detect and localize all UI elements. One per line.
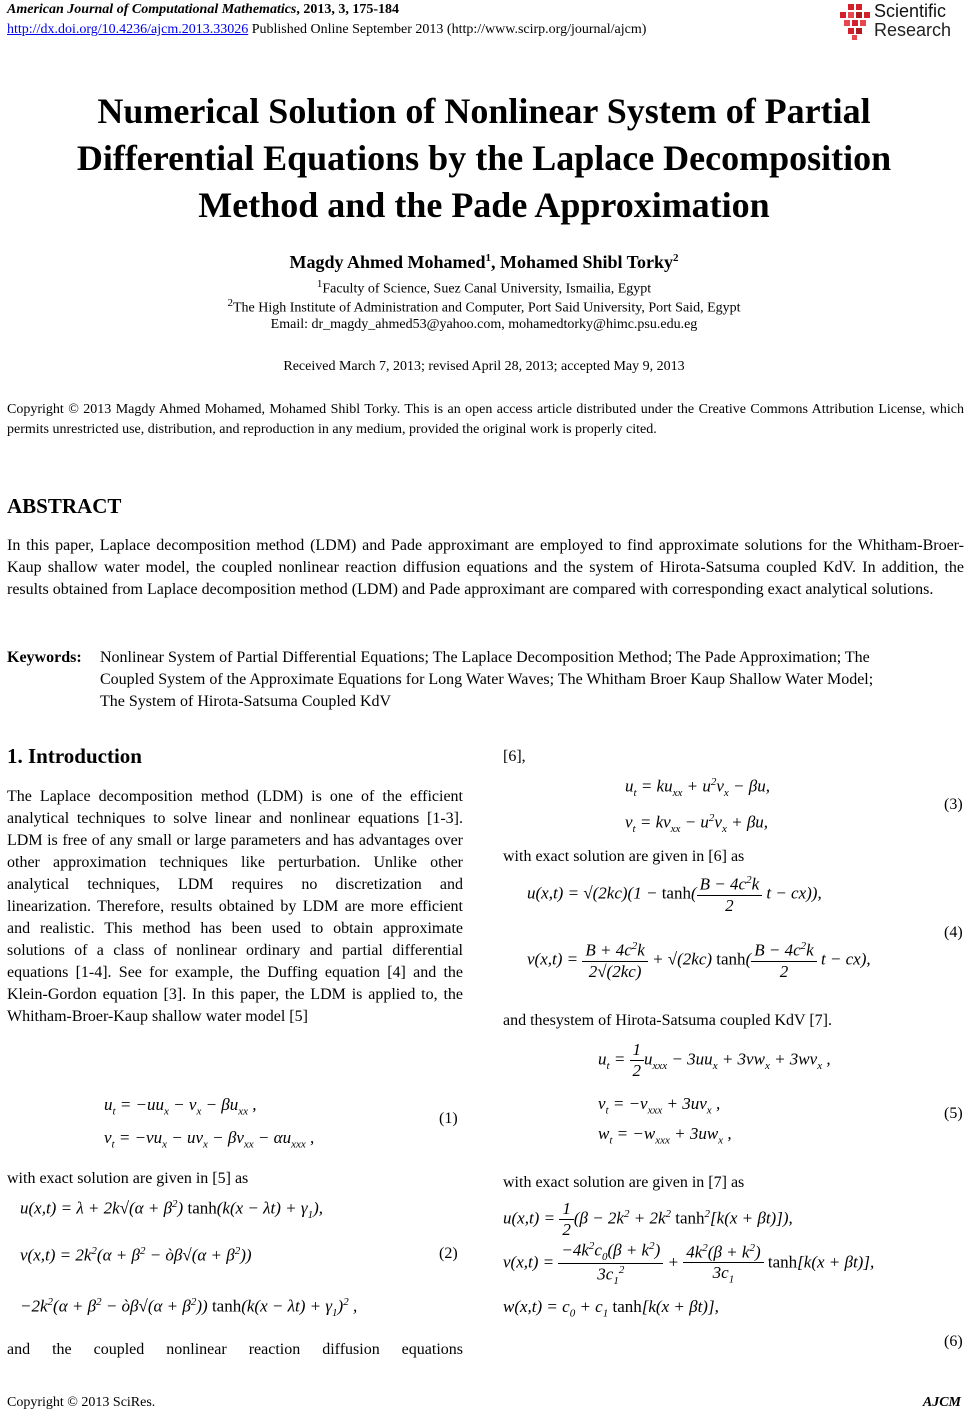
- text-exact-7: with exact solution are given in [7] as: [503, 1174, 745, 1191]
- received-dates: Received March 7, 2013; revised April 28, 2013; accepted May 9, 2013: [283, 359, 685, 374]
- authors: [0, 252, 968, 273]
- logo-line-1: Scientific: [874, 1, 947, 21]
- intro-paragraph: The Laplace decomposition method (LDM) is one of the efficient analytical techniques to solve linear and nonlinear equations [1-3]. LDM is free of any small or large parameters and has advantages over other approximation techniques like perturbation. Unlike other analytical techniques, LDM requires no discretization and linearization. Therefore, results obtained by LDM are more efficient and realistic. This method has been used to obtain approximate solutions of a class of nonlinear ordinary and partial differential equations [1-4]. See for example, the Duffing equation [4] and the Klein-Gordon equation [3]. In this paper, the LDM is applied to, the Whitham-Broer-Kaup shallow water model [5]: [7, 788, 463, 1025]
- copyright-notice: Copyright © 2013 Magdy Ahmed Mohamed, Mohamed Shibl Torky. This is an open access article distributed under the Creative Commons Attribution License, which permits unrestricted use, distribution, and reproduction in any medium, provided the original work is properly cited.: [7, 402, 964, 437]
- eq5-line2: $v_t = -v_{xxx} + 3uv_x$ ,: [598, 1094, 721, 1117]
- text-exact-6: with exact solution are given in [6] as: [503, 848, 745, 865]
- abstract-text: In this paper, Laplace decomposition method (LDM) and Pade approximant are employed to find approximate solutions for the Whitham-Broer-Kaup shallow water model, the coupled nonlinear reaction diffusion equations and the system of Hirota-Satsuma coupled KdV. In addition, the results obtained from Laplace decomposition method (LDM) and Pade approximant are compared with corresponding exact analytical solutions.: [7, 537, 964, 598]
- paper-title: Numerical Solution of Nonlinear System of Partial Differential Equations by the Laplace Decomposition Method and the Pade Approximation: [76, 91, 892, 225]
- eq3-line2: $v_t = kv_{xx} - u^2v_x + \beta u$,: [625, 812, 769, 836]
- footer-journal: AJCM: [922, 1395, 961, 1410]
- affiliation-1: $^1$Faculty of Science, Suez Canal University, Ismailia, Egypt: [316, 278, 652, 297]
- publisher-logo: [836, 2, 964, 46]
- eq6-line1: u(x,t) = $\frac{1}{2}$ ($\beta - 2k^2 + 2k^2$ $\tanh^2[k(x + \beta t)]$),: [503, 1199, 793, 1239]
- eq6-line3: $w(x,t) = c_0 + c_1$ tanh[k(x + βt)],: [503, 1297, 719, 1320]
- eq5-line1: $u_t$ = $\frac{1}{2}$ $u_{xxx} - 3uu_x + 3vw_x + 3wv_x$ ,: [598, 1040, 831, 1080]
- eq1-line1: $u_t = -uu_x - v_x - \beta u_{xx}$ ,: [104, 1095, 257, 1118]
- doi-line: [7, 22, 646, 38]
- eq4-number: (4): [944, 924, 963, 941]
- eq4-line1: u(x,t) = √(2kc)(1 − tanh( $\frac{B - 4c^2k}{2}$ t − cx)),: [527, 874, 822, 915]
- author-2-sup: 2: [673, 252, 679, 264]
- keywords-label: Keywords:: [7, 649, 82, 666]
- eq4-line2: v(x,t) = $\frac{B + 4c^2k}{2√(2kc)}$ + √(2kc) tanh( $\frac{B - 4c^2k}{2}$ t − cx),: [527, 940, 871, 981]
- email: Email: dr_magdy_ahmed53@yahoo.com, mohamedtorky@himc.psu.edu.eg: [270, 317, 698, 332]
- published-info: Published Online September 2013 (http://www.scirp.org/journal/ajcm): [248, 22, 647, 37]
- eq5-line3: $w_t = -w_{xxx} + 3uw_x$ ,: [598, 1124, 732, 1147]
- text-exact-5: with exact solution are given in [5] as: [7, 1170, 249, 1187]
- eq2-line1: $u(x,t) = \lambda + 2k√(\alpha + \beta^2)$ $\tanh(k(x - \lambda t) + \gamma_1)$,: [20, 1198, 323, 1222]
- logo-mark-icon: [836, 4, 872, 40]
- text-ref-6: [6],: [503, 748, 526, 765]
- eq2-line3: $-2k^2(\alpha + \beta^2$ − òβ√(α + $\beta^2$)) $\tanh(k(x - \lambda t) + \gamma_1)^2$ ,: [20, 1296, 358, 1320]
- eq5-number: (5): [944, 1105, 963, 1122]
- text-hirota: and thesystem of Hirota-Satsuma coupled KdV [7].: [503, 1012, 832, 1029]
- eq1-line2: $v_t = -vu_x - uv_x - \beta v_{xx} - \alpha u_{xxx}$ ,: [104, 1128, 315, 1151]
- affiliation-2: $^2$The High Institute of Administration and Computer, Port Said University, Port Said, Egypt: [227, 297, 741, 316]
- eq1-number: (1): [439, 1110, 458, 1127]
- eq3-line1: $u_t = ku_{xx} + u^2v_x - \beta u$,: [625, 776, 770, 800]
- text-coupled: and the coupled nonlinear reaction diffusion equations: [7, 1341, 463, 1358]
- logo-line-2: Research: [874, 20, 952, 40]
- author-1: Magdy Ahmed Mohamed: [289, 252, 486, 272]
- footer-copyright: Copyright © 2013 SciRes.: [7, 1395, 156, 1410]
- eq2-number: (2): [439, 1245, 458, 1262]
- author-2: Mohamed Shibl Torky: [499, 252, 674, 272]
- author-1-sup: 1: [485, 252, 491, 264]
- volume-info: , 2013, 3, 175-184: [296, 2, 400, 17]
- section-1-heading: 1. Introduction: [7, 744, 142, 768]
- journal-line: [7, 2, 399, 18]
- abstract-heading: ABSTRACT: [7, 494, 122, 518]
- journal-name: American Journal of Computational Mathematics: [7, 2, 297, 17]
- keywords-text: Nonlinear System of Partial Differential Equations; The Laplace Decomposition Method; The Pade Approximation; The Coupled System of the Approximate Equations for Long Water Waves; The Whitham Broer Kaup Shallow Water Model; The System of Hirota-Satsuma Coupled KdV: [100, 649, 874, 710]
- logo-text: [874, 2, 951, 40]
- eq3-number: (3): [944, 796, 963, 813]
- author-separator: ,: [490, 252, 500, 272]
- eq6-number: (6): [944, 1333, 963, 1350]
- eq6-line2: v(x,t) = $\frac{-4k^2c_0(\beta + k^2)}{3c_1^2}$ + $\frac{4k^2(\beta + k^2)}{3c_1}$ tanh[k(x + βt)],: [503, 1240, 875, 1288]
- eq2-line2: $v(x,t) = 2k^2(\alpha + \beta^2$ − òβ√(α + $\beta^2$)): [20, 1245, 252, 1265]
- doi-link[interactable]: http://dx.doi.org/10.4236/ajcm.2013.33026: [7, 22, 249, 37]
